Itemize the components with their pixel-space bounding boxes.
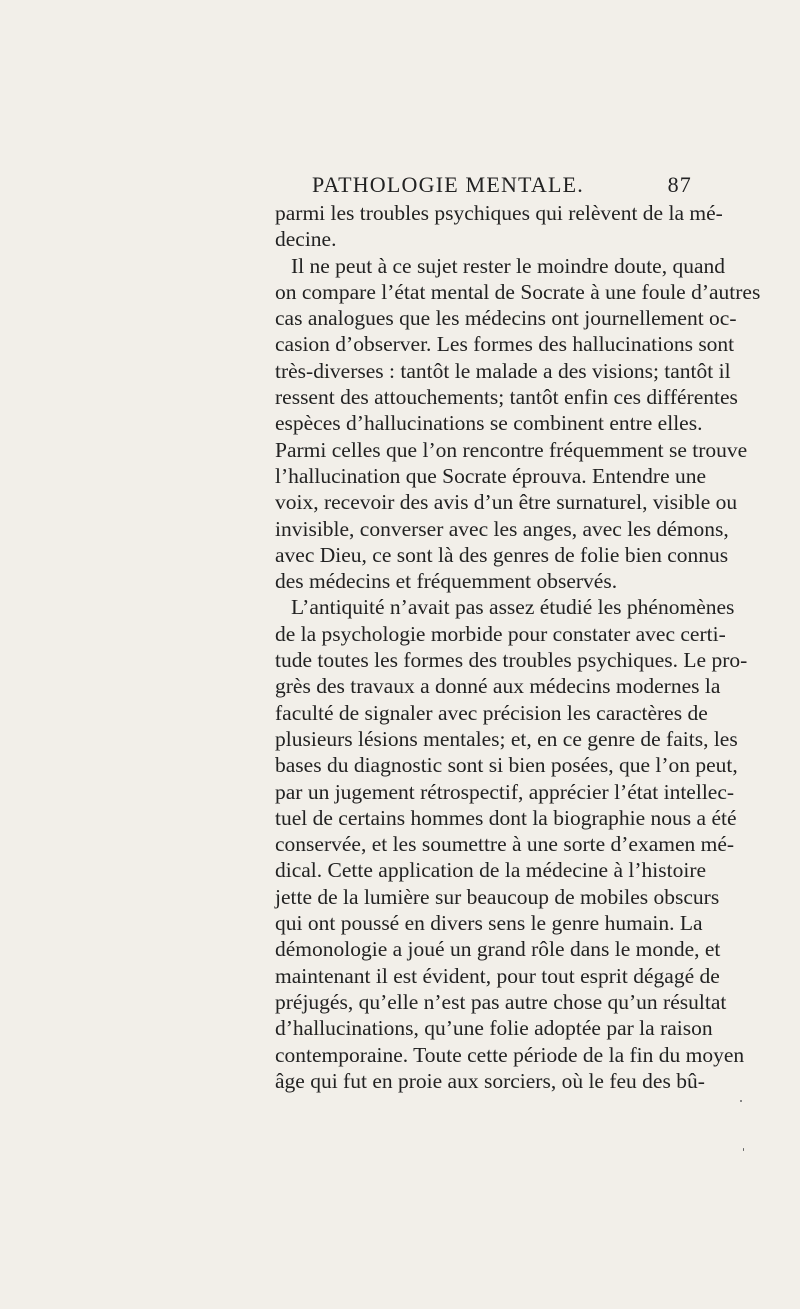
page-number: 87: [667, 172, 692, 197]
text-line: démonologie a joué un grand rôle dans le monde, et: [275, 937, 721, 962]
text-line: âge qui fut en proie aux sorciers, où le feu des bû-: [275, 1068, 705, 1093]
text-line: L’antiquité n’avait pas assez étudié les phénomènes: [291, 595, 735, 620]
text-line: préjugés, qu’elle n’est pas autre chose qu’un résultat: [275, 989, 727, 1014]
text-line: cas analogues que les médecins ont journellement oc-: [275, 306, 737, 331]
text-line: tuel de certains hommes dont la biographie nous a été: [275, 805, 737, 830]
text-line: ressent des attouchements; tantôt enfin ces différentes: [275, 385, 738, 410]
text-line: casion d’observer. Les formes des hallucinations sont: [275, 332, 735, 357]
text-line: de la psychologie morbide pour constater avec certi-: [275, 621, 726, 646]
text-line: avec Dieu, ce sont là des genres de folie bien connus: [275, 542, 729, 567]
text-line: d’hallucinations, qu’une folie adoptée par la raison: [275, 1016, 713, 1041]
text-line: par un jugement rétrospectif, apprécier l’état intellec-: [275, 779, 735, 804]
body-text: [275, 200, 761, 1094]
text-line: plusieurs lésions mentales; et, en ce genre de faits, les: [275, 726, 738, 751]
text-line: grès des travaux a donné aux médecins modernes la: [275, 674, 721, 699]
text-line: tude toutes les formes des troubles psychiques. Le pro-: [275, 648, 748, 673]
text-line: Il ne peut à ce sujet rester le moindre doute, quand: [291, 253, 726, 278]
text-line: parmi les troubles psychiques qui relèvent de la mé-: [275, 201, 723, 225]
text-line: voix, recevoir des avis d’un être surnaturel, visible ou: [275, 490, 738, 515]
text-line: l’hallucination que Socrate éprouva. Entendre une: [275, 463, 707, 488]
text-line: invisible, converser avec les anges, avec les démons,: [275, 516, 729, 541]
text-line: espèces d’hallucinations se combinent entre elles.: [275, 411, 703, 436]
text-line: on compare l’état mental de Socrate à une foule d’autres: [275, 279, 761, 304]
text-line: bases du diagnostic sont si bien posées, que l’on peut,: [275, 753, 738, 778]
text-line: conservée, et les soumettre à une sorte d’examen mé-: [275, 832, 735, 857]
text-line: qui ont poussé en divers sens le genre humain. La: [275, 911, 703, 936]
text-line: contemporaine. Toute cette période de la fin du moyen: [275, 1042, 745, 1067]
text-line: maintenant il est évident, pour tout esprit dégagé de: [275, 963, 720, 988]
text-line: Parmi celles que l’on rencontre fréquemment se trouve: [275, 437, 748, 462]
running-title: PATHOLOGIE MENTALE.: [312, 172, 584, 197]
paper-speck: [743, 1148, 744, 1151]
text-line: très-diverses : tantôt le malade a des visions; tantôt il: [275, 358, 731, 383]
text-line: decine.: [275, 227, 337, 252]
paper-speck: [740, 1100, 742, 1102]
text-line: des médecins et fréquemment observés.: [275, 569, 618, 594]
running-head: [312, 172, 692, 198]
text-line: dical. Cette application de la médecine à l’histoire: [275, 858, 707, 883]
text-line: faculté de signaler avec précision les caractères de: [275, 700, 708, 725]
text-line: jette de la lumière sur beaucoup de mobiles obscurs: [275, 884, 720, 909]
